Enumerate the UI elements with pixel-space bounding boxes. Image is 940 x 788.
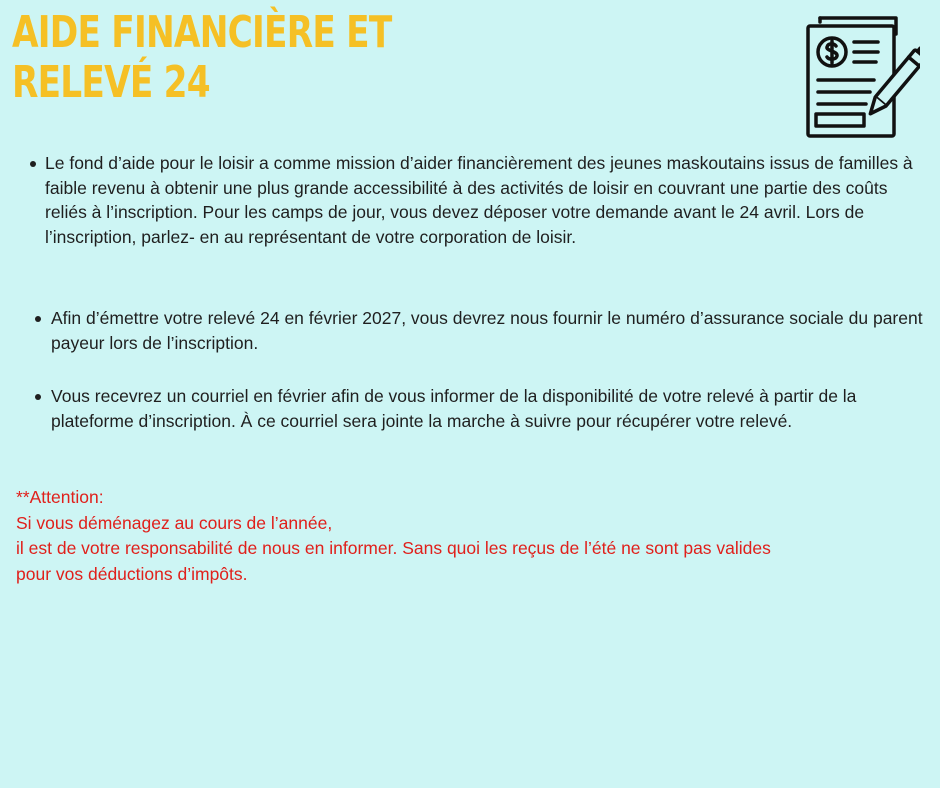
- attention-line-2: il est de votre responsabilité de nous en informer. Sans quoi les reçus de l’été ne sont pas valides: [16, 538, 771, 558]
- attention-line-1: Si vous déménagez au cours de l’année,: [16, 512, 333, 533]
- attention-notice: [16, 485, 940, 587]
- bullet-financial-aid: Le fond d’aide pour le loisir a comme mission d’aider financièrement des jeunes maskoutains issus de familles à faible revenu à obtenir une plus grande accessibilité à des activités de loisir en couvrant une partie des coûts reliés à l’inscription. Pour les camps de jour, vous devez déposer votre demande avant le 24 avril. Lors de l’inscription, parlez- en au représentant de votre corporation de loisir.: [45, 153, 913, 247]
- bullet-releve-24: Afin d’émettre votre relevé 24 en février 2027, vous devrez nous fournir le numéro d’assurance sociale du parent payeur lors de l’inscription.: [51, 308, 923, 353]
- bullet-dot: [30, 161, 36, 167]
- bullet-email-notice: Vous recevrez un courriel en février afin de vous informer de la disponibilité de votre relevé à partir de la plateforme d’inscription. À ce courriel sera jointe la marche à suivre pour récupérer votre relevé.: [51, 386, 857, 431]
- title-line-2: RELEVÉ 24: [12, 57, 210, 108]
- document-dollar-pen-icon: [804, 14, 920, 142]
- title-line-1: AIDE FINANCIÈRE ET: [12, 7, 392, 58]
- bullet-dot: [35, 316, 41, 322]
- attention-label: **Attention:: [16, 487, 104, 507]
- bullet-dot: [35, 394, 41, 400]
- attention-line-3: pour vos déductions d’impôts.: [16, 563, 248, 584]
- page-title: [12, 8, 391, 108]
